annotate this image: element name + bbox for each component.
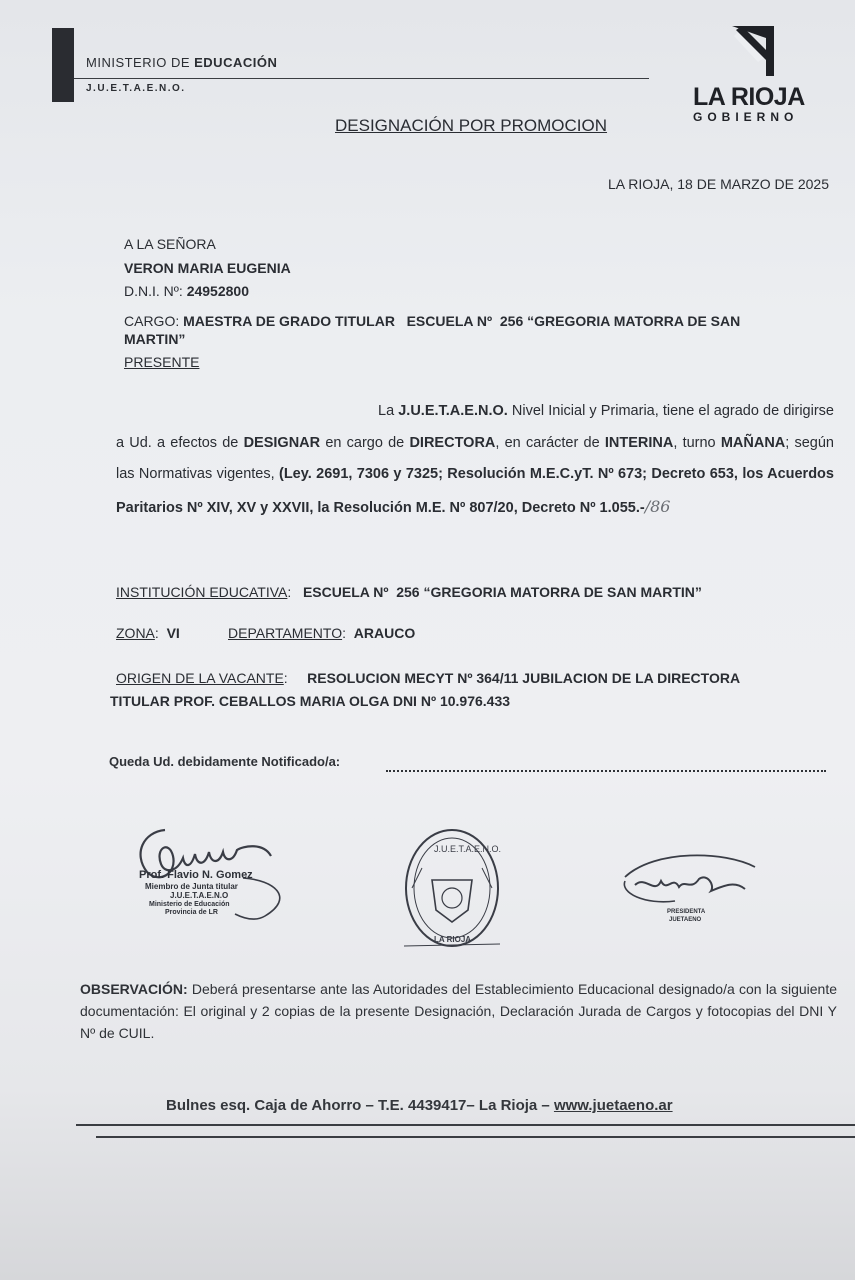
recipient-cargo: CARGO: MAESTRA DE GRADO TITULAR ESCUELA Nº 256 “GREGORIA MATORRA DE SAN [124, 313, 741, 329]
la-rioja-logo-icon [728, 22, 780, 80]
organization-name: J.U.E.T.A.E.N.O. [86, 83, 186, 94]
footer-website-link[interactable]: www.juetaeno.ar [553, 1097, 673, 1114]
recipient-dni: D.N.I. Nº: 24952800 [124, 283, 249, 299]
right-signature [615, 845, 765, 945]
presente-label: PRESENTE [124, 354, 200, 370]
logo-subtitle: GOBIERNO [693, 110, 799, 124]
recipient-name: VERON MARIA EUGENIA [124, 260, 291, 276]
observation-paragraph: OBSERVACIÓN: Deberá presentarse ante las Autoridades del Establecimiento Educacional designado/a con la siguiente documentación: El original y 2 copias de la presente Designación, Declaración Jurada de Cargos y fotocopias del DNI Y Nº de CUIL. [80, 981, 837, 1041]
left-stamp-line-2: Miembro de Junta titular [145, 882, 238, 891]
document-date: LA RIOJA, 18 DE MARZO DE 2025 [608, 176, 829, 192]
departamento-field: DEPARTAMENTO: ARAUCO [228, 625, 416, 641]
footer-divider-1 [76, 1124, 855, 1126]
handwritten-note: /86 [644, 496, 671, 516]
header-bar [52, 28, 74, 102]
origen-field: ORIGEN DE LA VACANTE: RESOLUCION MECYT Nº 364/11 JUBILACION DE LA DIRECTORA [116, 670, 741, 686]
seal-bottom-text: LA RIOJA [434, 935, 472, 944]
seal-top-text: J.U.E.T.A.E.N.O. [434, 844, 502, 854]
footer-address: Bulnes esq. Caja de Ahorro – T.E. 4439417– La Rioja – www.juetaeno.ar [166, 1097, 673, 1114]
institucion-field: INSTITUCIÓN EDUCATIVA: ESCUELA Nº 256 “GREGORIA MATORRA DE SAN MARTIN” [116, 584, 702, 600]
recipient-cargo-cont: MARTIN” [124, 331, 186, 347]
salutation: A LA SEÑORA [124, 236, 216, 252]
official-seal [402, 828, 502, 956]
left-stamp-line-4: Ministerio de Educación [149, 901, 230, 908]
ministry-name: MINISTERIO DE EDUCACIÓN [86, 55, 278, 70]
origen-field-cont: TITULAR PROF. CEBALLOS MARIA OLGA DNI Nº 10.976.433 [110, 693, 511, 709]
left-stamp-line-1: Prof. Flavio N. Gomez [139, 869, 253, 881]
header-divider [74, 78, 649, 79]
left-stamp-line-5: Provincia de LR [165, 909, 218, 916]
notification-signature-line [386, 770, 826, 772]
right-stamp-line-1: PRESIDENTA [667, 909, 706, 915]
document-title: DESIGNACIÓN POR PROMOCION [335, 116, 608, 135]
zona-field: ZONA: VI [116, 625, 180, 641]
footer-divider-2 [96, 1136, 855, 1138]
designation-paragraph: La J.U.E.T.A.E.N.O. Nivel Inicial y Primaria, tiene el agrado de dirigirse a Ud. a efectos de DESIGNAR en cargo de DIRECTORA, en carácter de INTERINA, turno MAÑANA; según las Normativas vigentes, (Ley. 2691, 7306 y 7325; Resolución M.E.C.yT. Nº 673; Decreto 653, los Acuerdos Paritarios Nº XIV, XV y XXVII, la Resolución M.E. Nº 807/20, Decreto Nº 1.055.-/86 [116, 403, 834, 516]
logo-title: LA RIOJA [693, 83, 805, 111]
left-stamp-line-3: J.U.E.T.A.E.N.O [170, 891, 229, 900]
right-stamp-line-2: JUETAENO [669, 917, 702, 923]
left-signature [125, 818, 295, 923]
notification-label: Queda Ud. debidamente Notificado/a: [109, 754, 341, 769]
